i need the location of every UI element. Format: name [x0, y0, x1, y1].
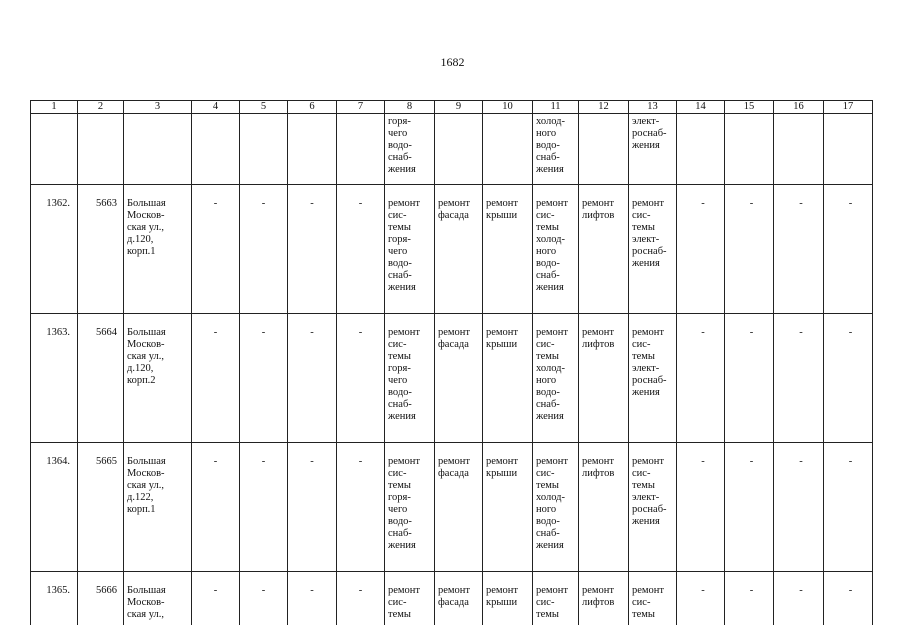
roof-cell: ремонт крыши [483, 314, 533, 443]
dash-cell: - [725, 443, 774, 572]
table-cell [579, 114, 629, 185]
dash-cell: - [337, 185, 385, 314]
dash-cell: - [192, 314, 240, 443]
address-cell: Большая Москов- ская ул., д.122, корп.1 [124, 443, 192, 572]
facade-cell: ремонт фасада [435, 443, 483, 572]
elevator-cell: ремонт лифтов [579, 572, 629, 626]
cold-water-cell: холод- ного водо- снаб- жения [533, 114, 579, 185]
column-number: 15 [725, 101, 774, 114]
table-row [31, 572, 873, 626]
table-cell [240, 114, 288, 185]
dash-cell: - [337, 443, 385, 572]
address-cell: Большая Москов- ская ул., д.120, корп.2 [124, 314, 192, 443]
elevator-cell: ремонт лифтов [579, 185, 629, 314]
facade-cell: ремонт фасада [435, 185, 483, 314]
page-number: 1682 [440, 55, 465, 69]
column-number: 2 [78, 101, 124, 114]
table-cell [337, 114, 385, 185]
electricity-cell: ремонт сис- темы элект- роснаб- жения [629, 185, 677, 314]
dash-cell: - [337, 314, 385, 443]
dash-cell: - [240, 572, 288, 626]
dash-cell: - [288, 314, 337, 443]
cold-water-cell: ремонт сис- темы холод- ного водо- снаб- жения [533, 443, 579, 572]
table-cell [192, 114, 240, 185]
roof-cell: ремонт крыши [483, 443, 533, 572]
dash-cell: - [725, 185, 774, 314]
table-cell [677, 114, 725, 185]
electricity-cell: ремонт сис- темы элект- роснаб- жения [629, 314, 677, 443]
dash-cell: - [774, 572, 824, 626]
roof-cell: ремонт крыши [483, 572, 533, 626]
table-row [31, 314, 873, 443]
dash-cell: - [288, 572, 337, 626]
dash-cell: - [774, 443, 824, 572]
table-cell [124, 114, 192, 185]
building-code: 5666 [78, 572, 124, 626]
address-cell: Большая Москов- ская ул., д.120, корп.1 [124, 185, 192, 314]
column-number: 10 [483, 101, 533, 114]
dash-cell: - [192, 572, 240, 626]
column-number: 1 [31, 101, 78, 114]
building-code: 5665 [78, 443, 124, 572]
hot-water-cell: горя- чего водо- снаб- жения [385, 114, 435, 185]
dash-cell: - [240, 443, 288, 572]
column-number: 17 [824, 101, 873, 114]
table-cell [725, 114, 774, 185]
continuation-row [31, 114, 873, 185]
column-number: 8 [385, 101, 435, 114]
dash-cell: - [725, 572, 774, 626]
dash-cell: - [677, 572, 725, 626]
dash-cell: - [192, 443, 240, 572]
column-number: 12 [579, 101, 629, 114]
cold-water-cell: ремонт сис- темы холод- ного водо- снаб- жения [533, 314, 579, 443]
column-number: 6 [288, 101, 337, 114]
hot-water-cell: ремонт сис- темы горя- чего водо- снаб- жения [385, 443, 435, 572]
building-code: 5663 [78, 185, 124, 314]
column-number: 5 [240, 101, 288, 114]
dash-cell: - [677, 443, 725, 572]
roof-cell: ремонт крыши [483, 185, 533, 314]
repair-schedule-table [30, 100, 873, 625]
dash-cell: - [774, 314, 824, 443]
table-row [31, 443, 873, 572]
dash-cell: - [677, 185, 725, 314]
cold-water-cell: ремонт сис- темы [533, 572, 579, 626]
dash-cell: - [824, 185, 873, 314]
electricity-cell: ремонт сис- темы элект- роснаб- жения [629, 443, 677, 572]
dash-cell: - [824, 572, 873, 626]
dash-cell: - [824, 314, 873, 443]
table-cell [288, 114, 337, 185]
table-cell [435, 114, 483, 185]
column-number: 3 [124, 101, 192, 114]
hot-water-cell: ремонт сис- темы горя- чего водо- снаб- жения [385, 185, 435, 314]
hot-water-cell: ремонт сис- темы [385, 572, 435, 626]
dash-cell: - [337, 572, 385, 626]
facade-cell: ремонт фасада [435, 314, 483, 443]
electricity-cell: элект- роснаб- жения [629, 114, 677, 185]
elevator-cell: ремонт лифтов [579, 443, 629, 572]
row-number: 1362. [31, 185, 78, 314]
elevator-cell: ремонт лифтов [579, 314, 629, 443]
row-number: 1363. [31, 314, 78, 443]
hot-water-cell: ремонт сис- темы горя- чего водо- снаб- жения [385, 314, 435, 443]
table-cell [824, 114, 873, 185]
dash-cell: - [240, 185, 288, 314]
address-cell: Большая Москов- ская ул., [124, 572, 192, 626]
dash-cell: - [192, 185, 240, 314]
table-cell [78, 114, 124, 185]
column-number: 11 [533, 101, 579, 114]
table-cell [31, 114, 78, 185]
column-number: 9 [435, 101, 483, 114]
table-cell [483, 114, 533, 185]
facade-cell: ремонт фасада [435, 572, 483, 626]
column-number: 14 [677, 101, 725, 114]
dash-cell: - [774, 185, 824, 314]
dash-cell: - [824, 443, 873, 572]
row-number: 1365. [31, 572, 78, 626]
column-number-row [31, 101, 873, 114]
column-number: 4 [192, 101, 240, 114]
dash-cell: - [725, 314, 774, 443]
dash-cell: - [288, 185, 337, 314]
electricity-cell: ремонт сис- темы [629, 572, 677, 626]
building-code: 5664 [78, 314, 124, 443]
dash-cell: - [677, 314, 725, 443]
row-number: 1364. [31, 443, 78, 572]
column-number: 7 [337, 101, 385, 114]
dash-cell: - [288, 443, 337, 572]
dash-cell: - [240, 314, 288, 443]
table-cell [774, 114, 824, 185]
column-number: 16 [774, 101, 824, 114]
column-number: 13 [629, 101, 677, 114]
table-row [31, 185, 873, 314]
cold-water-cell: ремонт сис- темы холод- ного водо- снаб- жения [533, 185, 579, 314]
